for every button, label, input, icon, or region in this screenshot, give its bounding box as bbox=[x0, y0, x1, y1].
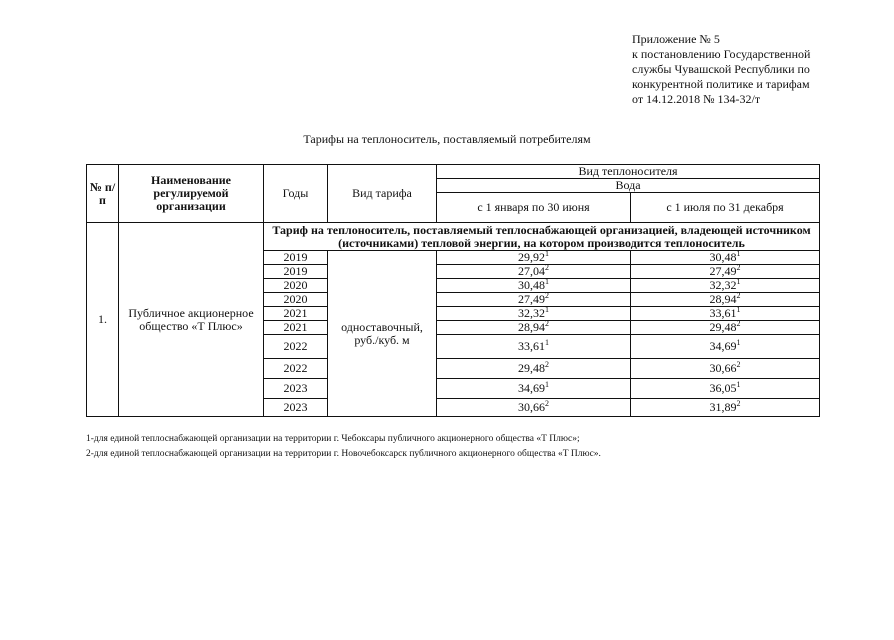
year-cell: 2022 bbox=[264, 335, 328, 359]
header-org: Наименование регулируемой организации bbox=[119, 165, 264, 223]
tariff-value: 30,48 bbox=[709, 250, 737, 264]
year-cell: 2020 bbox=[264, 279, 328, 293]
footnote-ref: 2 bbox=[736, 399, 741, 408]
footnote-1: 1-для единой теплоснабжающей организации на территории г. Чебоксары публичного акционерного общества «Т Плюс»; bbox=[86, 434, 580, 444]
footnote-ref: 2 bbox=[545, 291, 549, 300]
footnote-ref: 2 bbox=[545, 319, 549, 328]
footnote-ref: 1 bbox=[545, 249, 549, 258]
value-period-1 bbox=[437, 379, 631, 399]
header-period-1: с 1 января по 30 июня bbox=[437, 193, 631, 223]
section-title: Тариф на теплоноситель, поставляемый теплоснабжающей организацией, владеющей источником (источниками) тепловой энергии, на котором производится теплоноситель bbox=[264, 223, 820, 251]
tariff-kind: одноставочный, руб./куб. м bbox=[328, 251, 437, 417]
year-cell: 2019 bbox=[264, 251, 328, 265]
footnote-ref: 2 bbox=[545, 399, 549, 408]
footnote-ref: 1 bbox=[545, 277, 549, 286]
year-cell: 2022 bbox=[264, 359, 328, 379]
footnote-ref: 1 bbox=[545, 338, 549, 347]
tariff-value: 30,66 bbox=[709, 361, 737, 375]
tariff-value: 31,89 bbox=[709, 400, 737, 414]
value-period-1 bbox=[437, 293, 631, 307]
footnote-ref: 2 bbox=[736, 291, 741, 300]
document-title: Тарифы на теплоноситель, поставляемый потребителям bbox=[303, 132, 591, 146]
header-years: Годы bbox=[264, 165, 328, 223]
appendix-line: Приложение № 5 bbox=[632, 32, 720, 46]
footnote-ref: 1 bbox=[545, 380, 549, 389]
tariff-value: 29,92 bbox=[518, 250, 545, 264]
appendix-line: от 14.12.2018 № 134-32/т bbox=[632, 92, 761, 106]
tariff-value: 28,94 bbox=[518, 320, 545, 334]
header-num: № п/п bbox=[87, 165, 119, 223]
footnote-2: 2-для единой теплоснабжающей организации на территории г. Новочебоксарск публичного акционерного общества «Т Плюс». bbox=[86, 449, 601, 459]
tariff-value: 33,61 bbox=[518, 339, 545, 353]
footnotes bbox=[86, 432, 866, 462]
tariff-value: 34,69 bbox=[518, 381, 545, 395]
appendix-line: конкурентной политике и тарифам bbox=[632, 77, 810, 91]
footnote-ref: 1 bbox=[736, 338, 741, 347]
value-period-2 bbox=[631, 399, 820, 417]
footnote-ref: 2 bbox=[545, 360, 549, 369]
value-period-1 bbox=[437, 399, 631, 417]
value-period-2 bbox=[631, 307, 820, 321]
footnote-ref: 1 bbox=[736, 380, 741, 389]
value-period-2 bbox=[631, 279, 820, 293]
value-period-1 bbox=[437, 321, 631, 335]
tariff-value: 27,04 bbox=[518, 264, 545, 278]
header-period-2: с 1 июля по 31 декабря bbox=[631, 193, 820, 223]
tariff-value: 34,69 bbox=[709, 339, 737, 353]
value-period-1 bbox=[437, 251, 631, 265]
tariff-value: 29,48 bbox=[709, 320, 737, 334]
value-period-2 bbox=[631, 293, 820, 307]
value-period-1 bbox=[437, 279, 631, 293]
row-number: 1. bbox=[87, 223, 119, 417]
tariff-value: 32,32 bbox=[518, 306, 545, 320]
value-period-1 bbox=[437, 307, 631, 321]
tariff-value: 27,49 bbox=[518, 292, 545, 306]
appendix-line: службы Чувашской Республики по bbox=[632, 62, 810, 76]
year-cell: 2023 bbox=[264, 379, 328, 399]
footnote-ref: 2 bbox=[736, 263, 741, 272]
year-cell: 2020 bbox=[264, 293, 328, 307]
header-coolant-type: Вид теплоносителя bbox=[437, 165, 820, 179]
value-period-2 bbox=[631, 379, 820, 399]
footnote-ref: 2 bbox=[545, 263, 549, 272]
value-period-2 bbox=[631, 321, 820, 335]
year-cell: 2019 bbox=[264, 265, 328, 279]
year-cell: 2023 bbox=[264, 399, 328, 417]
value-period-1 bbox=[437, 359, 631, 379]
value-period-2 bbox=[631, 359, 820, 379]
appendix-line: к постановлению Государственной bbox=[632, 47, 811, 61]
tariff-value: 36,05 bbox=[709, 381, 737, 395]
tariff-value: 27,49 bbox=[709, 264, 737, 278]
tariff-value: 30,66 bbox=[518, 400, 545, 414]
value-period-2 bbox=[631, 251, 820, 265]
value-period-1 bbox=[437, 265, 631, 279]
tariff-table bbox=[86, 164, 820, 417]
header-water: Вода bbox=[437, 179, 820, 193]
footnote-ref: 1 bbox=[736, 277, 741, 286]
header-tariff-type: Вид тарифа bbox=[328, 165, 437, 223]
footnote-ref: 1 bbox=[736, 249, 741, 258]
year-cell: 2021 bbox=[264, 307, 328, 321]
footnote-ref: 2 bbox=[736, 319, 741, 328]
year-cell: 2021 bbox=[264, 321, 328, 335]
footnote-ref: 2 bbox=[736, 360, 741, 369]
tariff-value: 29,48 bbox=[518, 361, 545, 375]
tariff-value: 33,61 bbox=[709, 306, 737, 320]
appendix-header bbox=[632, 32, 882, 107]
value-period-1 bbox=[437, 335, 631, 359]
tariff-value: 32,32 bbox=[709, 278, 737, 292]
value-period-2 bbox=[631, 265, 820, 279]
tariff-value: 30,48 bbox=[518, 278, 545, 292]
footnote-ref: 1 bbox=[545, 305, 549, 314]
organization-name: Публичное акционерное общество «Т Плюс» bbox=[119, 223, 264, 417]
footnote-ref: 1 bbox=[736, 305, 741, 314]
tariff-value: 28,94 bbox=[709, 292, 737, 306]
value-period-2 bbox=[631, 335, 820, 359]
